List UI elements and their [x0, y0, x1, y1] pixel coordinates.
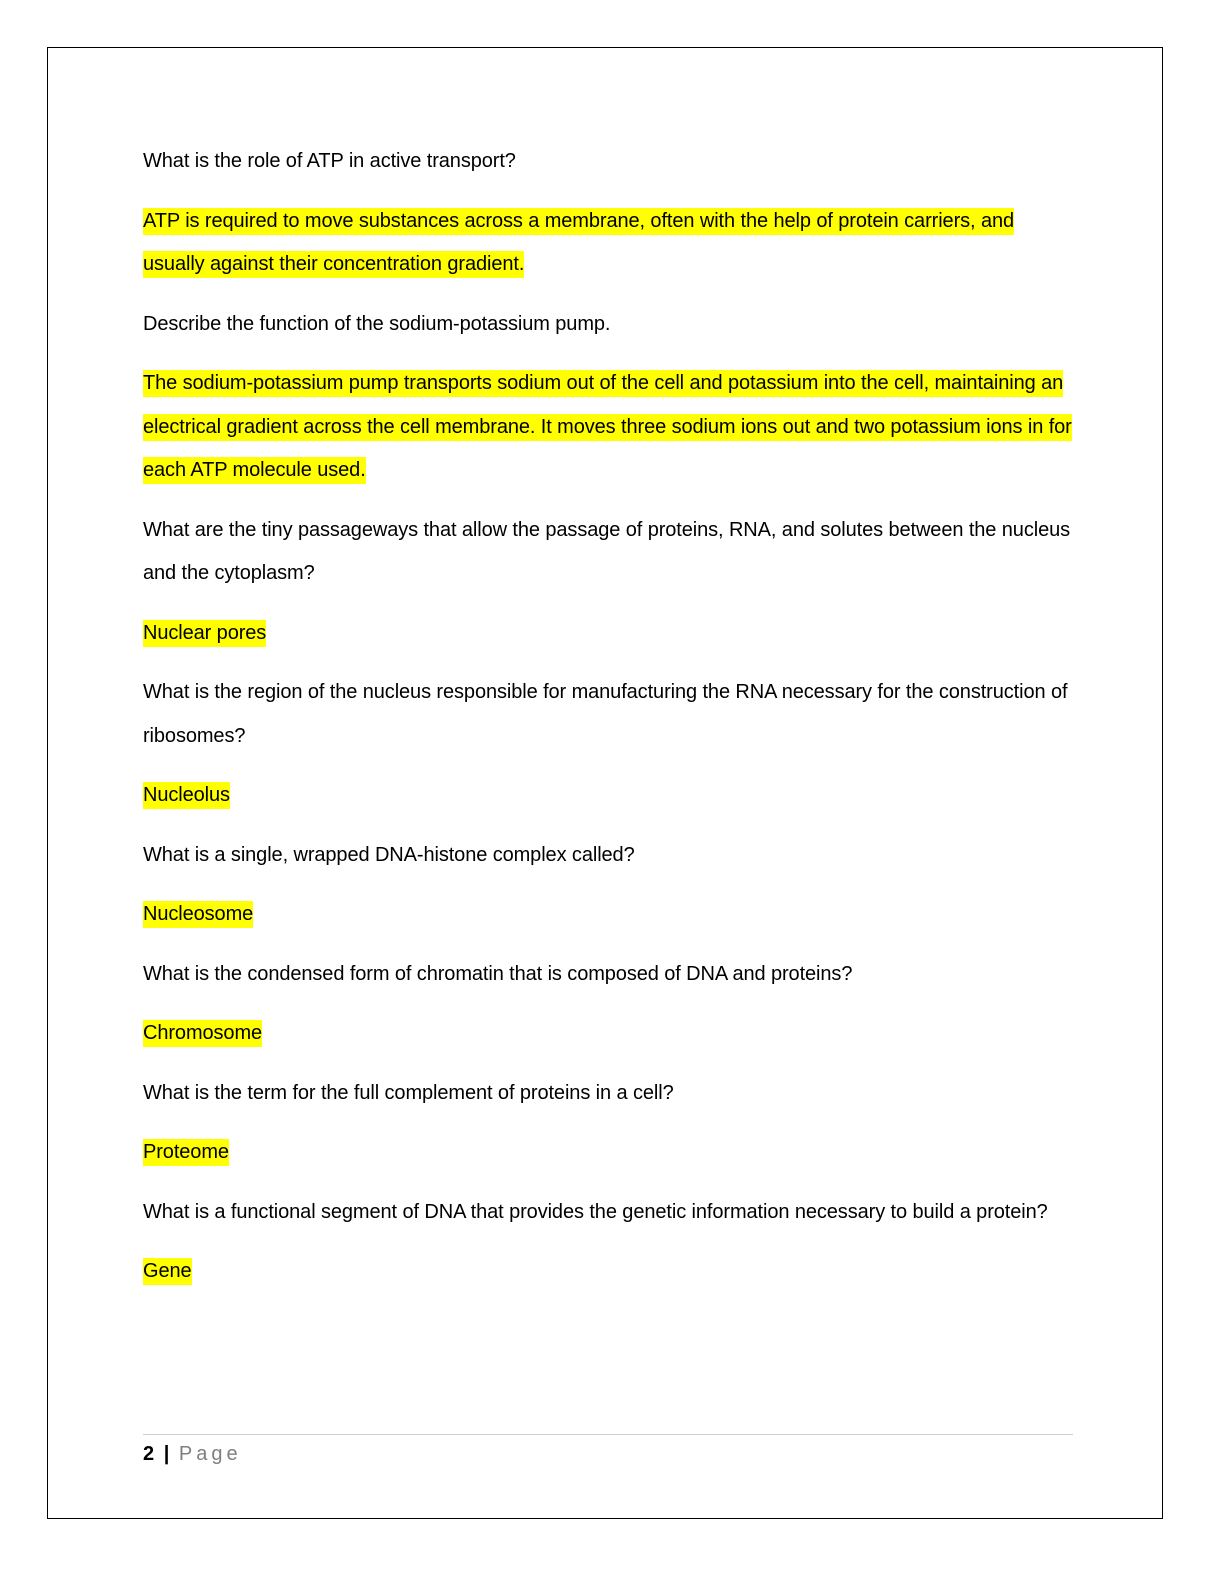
page-footer [143, 1440, 242, 1468]
question-paragraph: Describe the function of the sodium-potassium pump. [143, 312, 611, 335]
page-number: 2 [143, 1443, 155, 1465]
answer-highlight: Nucleolus [143, 782, 230, 809]
question-paragraph: What is the region of the nucleus responsible for manufacturing the RNA necessary for the construction of ribosomes? [143, 681, 1068, 747]
question-paragraph: What is a single, wrapped DNA-histone complex called? [143, 843, 635, 866]
answer-highlight: The sodium-potassium pump transports sodium out of the cell and potassium into the cell, maintaining an electrical gradient across the cell membrane. It moves three sodium ions out and two potassium ions in for each ATP molecule used. [143, 370, 1072, 484]
answer-highlight: Proteome [143, 1139, 229, 1166]
question-paragraph: What are the tiny passageways that allow the passage of proteins, RNA, and solutes between the nucleus and the cytoplasm? [143, 518, 1071, 584]
answer-paragraph [143, 893, 1073, 937]
answer-paragraph [143, 1131, 1073, 1175]
answer-paragraph [143, 1012, 1073, 1056]
answer-highlight: Gene [143, 1258, 192, 1285]
document-body [143, 140, 1073, 1310]
answer-highlight: Chromosome [143, 1020, 262, 1047]
answer-highlight: Nuclear pores [143, 620, 266, 647]
answer-highlight: ATP is required to move substances across a membrane, often with the help of protein carriers, and usually against their concentration gradient. [143, 208, 1014, 279]
answer-paragraph [143, 774, 1073, 818]
answer-paragraph [143, 1250, 1073, 1294]
footer-separator: | [163, 1443, 170, 1465]
answer-paragraph [143, 200, 1073, 287]
question-paragraph: What is the condensed form of chromatin that is composed of DNA and proteins? [143, 962, 853, 985]
answer-highlight: Nucleosome [143, 901, 253, 928]
footer-divider [143, 1434, 1073, 1435]
answer-paragraph [143, 612, 1073, 656]
question-paragraph: What is a functional segment of DNA that provides the genetic information necessary to build a protein? [143, 1200, 1048, 1223]
question-paragraph: What is the role of ATP in active transport? [143, 150, 516, 172]
question-paragraph: What is the term for the full complement of proteins in a cell? [143, 1081, 674, 1104]
answer-paragraph [143, 362, 1073, 493]
page-label: Page [178, 1443, 242, 1465]
